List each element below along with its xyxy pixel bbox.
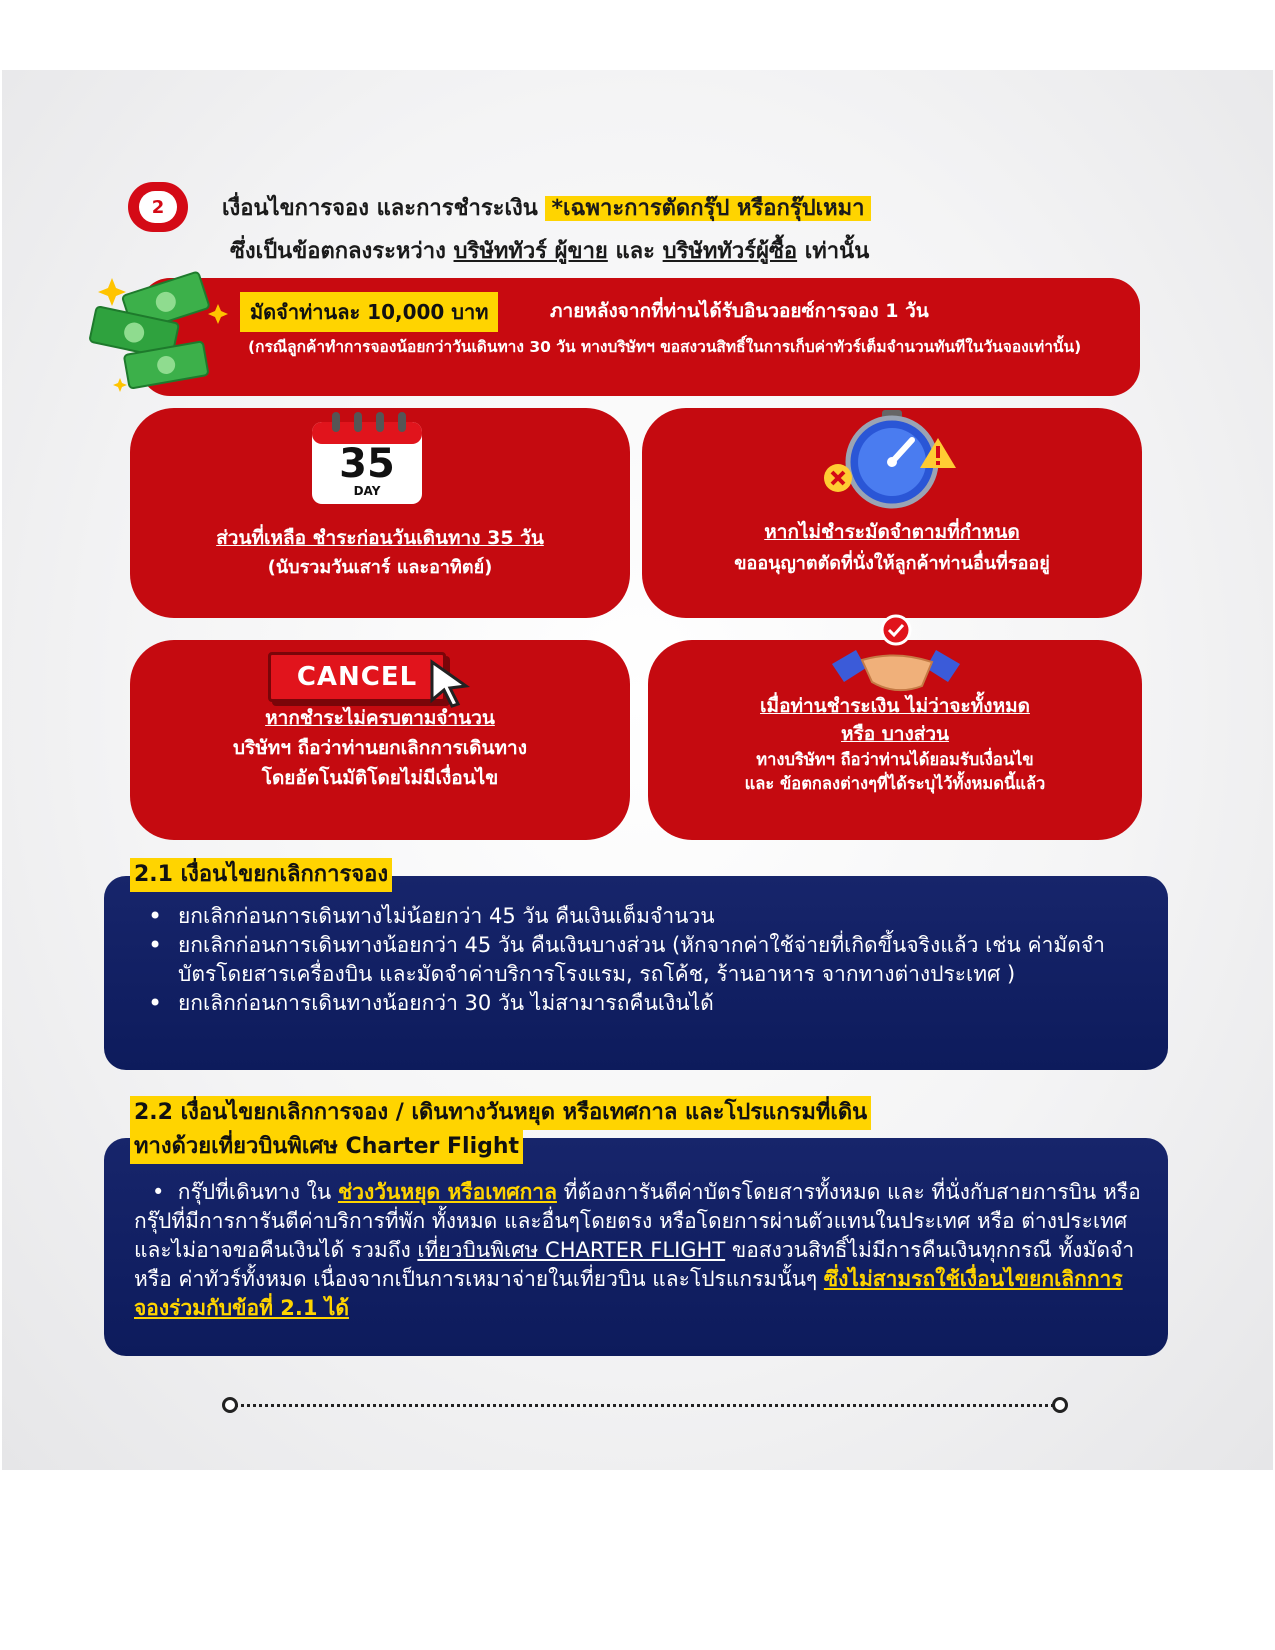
subtitle-prefix: ซึ่งเป็นข้อตกลงระหว่าง [230, 239, 454, 264]
incomplete-title: หากชำระไม่ครบตามจำนวน [265, 707, 495, 729]
holiday-heading-line1: 2.2 เงื่อนไขยกเลิกการจอง / เดินทางวันหยุด หรือเทศกาล และโปรแกรมที่เดิน [130, 1096, 871, 1130]
divider-end-right [1052, 1397, 1068, 1413]
dotted-divider [230, 1404, 1060, 1407]
section-title-text: เงื่อนไขการจอง และการชำระเงิน [222, 196, 546, 221]
holiday-text-3: ขอสงวนสิทธิ์ไม่มีการคืนเงินทุกกรณี ทั้งมัดจำ หรือ ค่าทัวร์ทั้งหมด เนื่องจากเป็นการเหมาจ่ายในเที่ยวบิน และโปรแกรมนั้นๆ [134, 1238, 1135, 1291]
paid-title-1: เมื่อท่านชำระเงิน ไม่ว่าจะทั้งหมด [760, 695, 1030, 717]
paid-title-2: หรือ บางส่วน [840, 723, 950, 745]
holiday-charter-panel [104, 1138, 1168, 1356]
subtitle-buyer: บริษัททัวร์ผู้ซื้อ [662, 239, 798, 264]
cancel-condition-item: • ยกเลิกก่อนการเดินทางน้อยกว่า 30 วัน ไม่สามารถคืนเงินได้ [142, 989, 1112, 1018]
section-title-highlight: *เฉพาะการตัดกรุ๊ป หรือกรุ๊ปเหมา [545, 196, 870, 221]
balance-subtitle: (นับรวมวันเสาร์ และอาทิตย์) [267, 557, 493, 578]
paid-line2: และ ข้อตกลงต่างๆที่ได้ระบุไว้ทั้งหมดนี้แล้ว [744, 774, 1046, 793]
cancel-conditions-list [142, 902, 1112, 1018]
card-incomplete-payment [130, 640, 630, 840]
deposit-banner [140, 278, 1140, 396]
paid-line1: ทางบริษัทฯ ถือว่าท่านได้ยอมรับเงื่อนไข [756, 750, 1034, 769]
cancel-condition-item: • ยกเลิกก่อนการเดินทางไม่น้อยกว่า 45 วัน คืนเงินเต็มจำนวน [142, 902, 1112, 931]
subtitle-suffix: เท่านั้น [797, 239, 870, 264]
cancel-conditions-panel [104, 876, 1168, 1070]
holiday-exception-link: ซึ่งไม่สามรถใช้เงื่อนไขยกเลิกการจองร่วมกับข้อที่ 2.1 ได้ [134, 1267, 1123, 1320]
subtitle-seller: บริษัททัวร์ ผู้ขาย [453, 239, 608, 264]
holiday-text-1: กรุ๊ปที่เดินทาง ใน [177, 1180, 338, 1204]
section-title [222, 190, 871, 225]
cancel-condition-item: • ยกเลิกก่อนการเดินทางน้อยกว่า 45 วัน คืนเงินบางส่วน (หักจากค่าใช้จ่ายที่เกิดขึ้นจริงแล้ว เช่น ค่ามัดจำบัตรโดยสารเครื่องบิน และมัดจำค่าบริการโรงแรม, รถโค้ช, ร้านอาหาร จากทางต่างประเทศ ) [142, 931, 1112, 989]
cancel-label: CANCEL [296, 662, 418, 692]
calendar-number: 35 [339, 441, 395, 487]
subtitle-and: และ [607, 239, 663, 264]
balance-title: ส่วนที่เหลือ ชำระก่อนวันเดินทาง 35 วัน [216, 527, 544, 549]
charter-flight-link: เที่ยวบินพิเศษ CHARTER FLIGHT [417, 1238, 726, 1262]
cancel-button-graphic [268, 652, 446, 702]
deposit-note: (กรณีลูกค้าทำการจองน้อยกว่าวันเดินทาง 30 วัน ทางบริษัทฯ ขอสงวนสิทธิ์ในการเก็บค่าทัวร์เต็มจำนวนทันทีในวันจองเท่านั้น) [248, 338, 1082, 356]
stopwatch-icon [802, 404, 982, 514]
no-deposit-title: หากไม่ชำระมัดจำตามที่กำหนด [764, 521, 1020, 543]
cursor-icon [426, 658, 472, 708]
card-balance-payment [130, 408, 630, 618]
section-number-badge [128, 182, 188, 232]
incomplete-line2: โดยอัตโนมัติโดยไม่มีเงื่อนไข [261, 767, 499, 789]
holiday-text-2: ที่ต้องการันตีค่าบัตรโดยสารทั้งหมด และ ที่นั่งกับสายการบิน หรือกรุ๊ปที่มีการการันตีค่าบริการที่พัก ทั้งหมด และอื่นๆโดยตรง หรือโดยการผ่านตัวแทนในประเทศ หรือ ต่างประเทศ และไม่อาจขอคืนเงินได้ รวมถึง [134, 1180, 1141, 1262]
card-no-deposit [642, 408, 1142, 618]
no-deposit-subtitle: ขออนุญาตตัดที่นั่งให้ลูกค้าท่านอื่นที่รออยู่ [734, 553, 1050, 574]
cancel-conditions-heading: 2.1 เงื่อนไขยกเลิกการจอง [130, 858, 392, 892]
deposit-amount: มัดจำท่านละ 10,000 บาท [240, 292, 498, 332]
divider-end-left [222, 1397, 238, 1413]
section-subtitle [230, 233, 869, 268]
section-number: 2 [139, 191, 177, 223]
deposit-condition: ภายหลังจากที่ท่านได้รับอินวอยซ์การจอง 1 วัน [550, 300, 929, 322]
incomplete-line1: บริษัทฯ ถือว่าท่านยกเลิกการเดินทาง [233, 737, 527, 759]
holiday-heading-line2: ทางด้วยเที่ยวบินพิเศษ Charter Flight [130, 1130, 523, 1164]
calendar-day-label: DAY [353, 484, 381, 498]
card-paid-acceptance [648, 640, 1142, 840]
holiday-link: ช่วงวันหยุด หรือเทศกาล [337, 1180, 557, 1204]
holiday-charter-text: • กรุ๊ปที่เดินทาง ใน ช่วงวันหยุด หรือเทศกาล ที่ต้องการันตีค่าบัตรโดยสารทั้งหมด และ ที่นั่งกับสายการบิน หรือกรุ๊ปที่มีการการันตีค่าบริการที่พัก ทั้งหมด และอื่นๆโดยตรง หรือโดยการผ่านตัวแทนในประเทศ หรือ ต่างประเทศ และไม่อาจขอคืนเงินได้ รวมถึง เที่ยวบินพิเศษ CHARTER FLIGHT ขอสงวนสิทธิ์ไม่มีการคืนเงินทุกกรณี ทั้งมัดจำ หรือ ค่าทัวร์ทั้งหมด เนื่องจากเป็นการเหมาจ่ายในเที่ยวบิน และโปรแกรมนั้นๆ ซึ่งไม่สามรถใช้เงื่อนไขยกเลิกการจองร่วมกับข้อที่ 2.1 ได้ [134, 1180, 1141, 1320]
money-icon [86, 264, 236, 394]
